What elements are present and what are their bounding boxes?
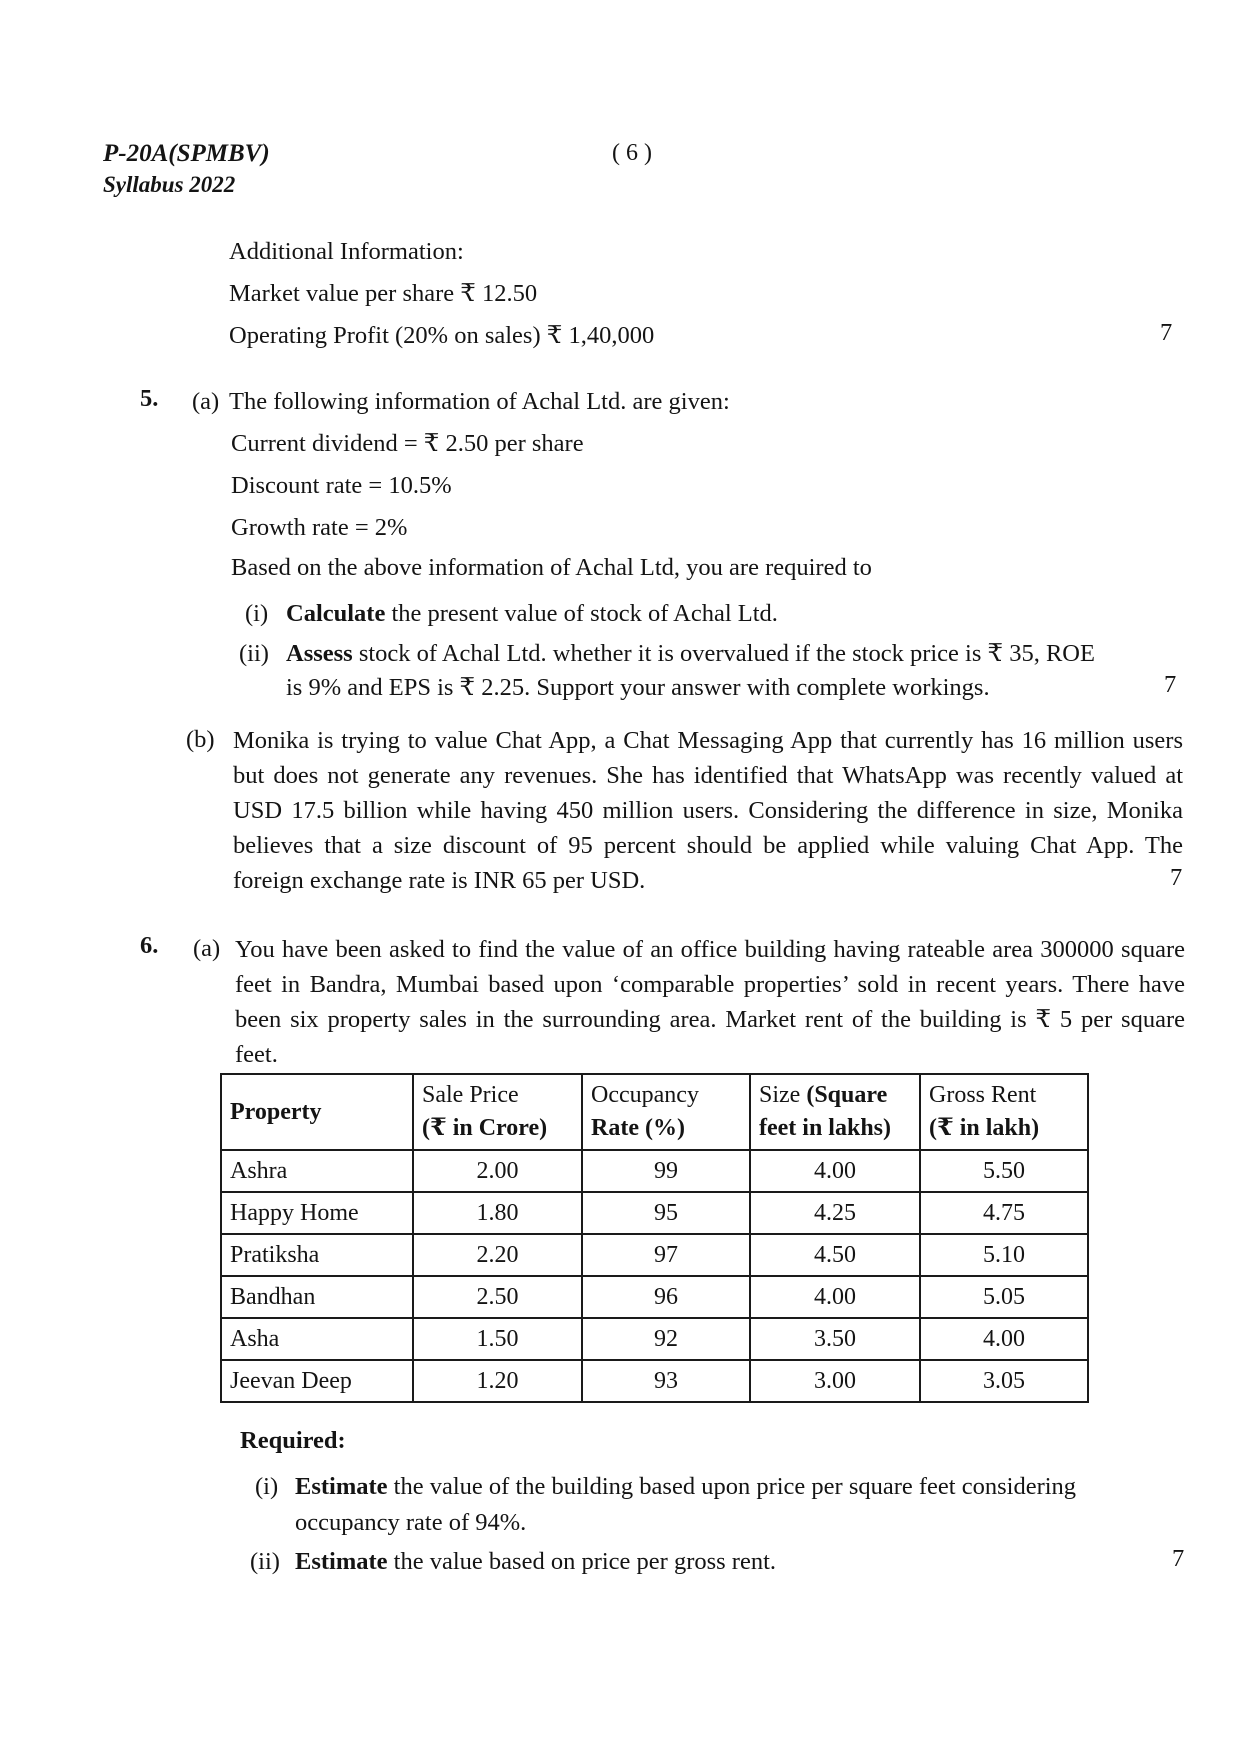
q6a-i-body: the value of the building based upon price per square feet considering xyxy=(387,1473,1077,1500)
q5a-ii-text-line1 xyxy=(286,637,1095,671)
cell-occupancy: 95 xyxy=(582,1192,750,1234)
cell-occupancy: 92 xyxy=(582,1318,750,1360)
table-row xyxy=(221,1192,1088,1234)
market-value-line: Market value per share ₹ 12.50 xyxy=(229,280,538,307)
marks-q5b: 7 xyxy=(1170,864,1183,891)
cell-sale-price: 2.00 xyxy=(413,1150,582,1192)
question-6-number: 6. xyxy=(140,932,159,959)
q6a-i-keyword: Estimate xyxy=(295,1473,388,1500)
q5a-discount-rate: Discount rate = 10.5% xyxy=(231,472,452,499)
q5a-i-body: the present value of stock of Achal Ltd. xyxy=(385,600,778,627)
header-sale-price: Sale Price (₹ in Crore) xyxy=(413,1074,582,1150)
cell-size: 4.00 xyxy=(750,1276,920,1318)
q6a-i-text-line2: occupancy rate of 94%. xyxy=(295,1509,527,1536)
cell-gross-rent: 4.00 xyxy=(920,1318,1088,1360)
syllabus-year: Syllabus 2022 xyxy=(103,172,236,197)
q6a-ii-body: the value based on price per gross rent. xyxy=(387,1548,777,1575)
q6a-i-label: (i) xyxy=(255,1473,279,1500)
q5a-i-label: (i) xyxy=(245,600,269,627)
table-header-row xyxy=(221,1074,1088,1150)
cell-gross-rent: 3.05 xyxy=(920,1360,1088,1402)
header-gross-rent: Gross Rent (₹ in lakh) xyxy=(920,1074,1088,1150)
cell-sale-price: 2.50 xyxy=(413,1276,582,1318)
cell-occupancy: 97 xyxy=(582,1234,750,1276)
required-heading: Required: xyxy=(240,1427,346,1454)
cell-occupancy: 93 xyxy=(582,1360,750,1402)
cell-property: Jeevan Deep xyxy=(221,1360,413,1402)
q5a-based-on: Based on the above information of Achal Ltd, you are required to xyxy=(231,554,872,581)
q5a-intro: The following information of Achal Ltd. are given: xyxy=(229,388,730,415)
q5a-ii-text-line2: is 9% and EPS is ₹ 2.25. Support your answer with complete workings. xyxy=(286,674,990,701)
q5a-ii-keyword: Assess xyxy=(286,640,353,667)
cell-occupancy: 96 xyxy=(582,1276,750,1318)
cell-gross-rent: 5.50 xyxy=(920,1150,1088,1192)
cell-sale-price: 1.80 xyxy=(413,1192,582,1234)
q6a-i-text-line1 xyxy=(295,1470,1076,1504)
header-occupancy: Occupancy Rate (%) xyxy=(582,1074,750,1150)
q5a-growth-rate: Growth rate = 2% xyxy=(231,514,408,541)
marks-additional-info: 7 xyxy=(1160,319,1173,346)
cell-gross-rent: 5.05 xyxy=(920,1276,1088,1318)
q6a-ii-keyword: Estimate xyxy=(295,1548,388,1575)
comparable-properties-table xyxy=(220,1073,1089,1403)
q6a-ii-label: (ii) xyxy=(250,1548,280,1575)
cell-sale-price: 1.50 xyxy=(413,1318,582,1360)
q5b-label: (b) xyxy=(186,726,215,753)
page-number: ( 6 ) xyxy=(612,140,652,166)
cell-property: Happy Home xyxy=(221,1192,413,1234)
cell-gross-rent: 5.10 xyxy=(920,1234,1088,1276)
table-row xyxy=(221,1150,1088,1192)
q5b-text: Monika is trying to value Chat App, a Chat Messaging App that currently has 16 million users but does not generate any revenues. She has identified that WhatsApp was recently valued at USD 17.5 billion while having 450 million users. Considering the difference in size, Monika believes that a size discount of 95 percent should be applied while valuing Chat App. The foreign exchange rate is INR 65 per USD. xyxy=(233,727,1183,894)
q6a-ii-text xyxy=(295,1545,776,1579)
cell-sale-price: 2.20 xyxy=(413,1234,582,1276)
q5a-i-text xyxy=(286,597,778,631)
q5a-i-keyword: Calculate xyxy=(286,600,386,627)
marks-q6a: 7 xyxy=(1172,1545,1185,1572)
q5a-label: (a) xyxy=(192,388,220,415)
cell-size: 4.25 xyxy=(750,1192,920,1234)
q6a-text: You have been asked to find the value of an office building having rateable area 300000 square feet in Bandra, Mumbai based upon ‘comparable properties’ sold in recent years. There have been six property sales in the surrounding area. Market rent of the building is ₹ 5 per square feet. xyxy=(235,936,1185,1068)
cell-sale-price: 1.20 xyxy=(413,1360,582,1402)
q5a-ii-label: (ii) xyxy=(239,640,269,667)
cell-size: 4.50 xyxy=(750,1234,920,1276)
marks-q5a: 7 xyxy=(1164,671,1177,698)
table-row xyxy=(221,1234,1088,1276)
question-5-number: 5. xyxy=(140,385,159,412)
cell-size: 3.50 xyxy=(750,1318,920,1360)
table-row xyxy=(221,1360,1088,1402)
header-property: Property xyxy=(221,1074,413,1150)
q5a-ii-body: stock of Achal Ltd. whether it is overvalued if the stock price is ₹ 35, ROE xyxy=(352,640,1095,667)
cell-property: Pratiksha xyxy=(221,1234,413,1276)
table-row xyxy=(221,1276,1088,1318)
paper-code: P-20A(SPMBV) xyxy=(103,140,270,167)
header-size: Size (Square feet in lakhs) xyxy=(750,1074,920,1150)
cell-size: 3.00 xyxy=(750,1360,920,1402)
additional-info-heading: Additional Information: xyxy=(229,238,464,265)
cell-occupancy: 99 xyxy=(582,1150,750,1192)
q6a-label: (a) xyxy=(193,935,221,962)
bleed-through-text xyxy=(840,240,846,266)
cell-property: Asha xyxy=(221,1318,413,1360)
cell-size: 4.00 xyxy=(750,1150,920,1192)
cell-gross-rent: 4.75 xyxy=(920,1192,1088,1234)
cell-property: Ashra xyxy=(221,1150,413,1192)
q5a-current-dividend: Current dividend = ₹ 2.50 per share xyxy=(231,430,584,457)
operating-profit-line: Operating Profit (20% on sales) ₹ 1,40,000 xyxy=(229,322,655,349)
table-row xyxy=(221,1318,1088,1360)
cell-property: Bandhan xyxy=(221,1276,413,1318)
